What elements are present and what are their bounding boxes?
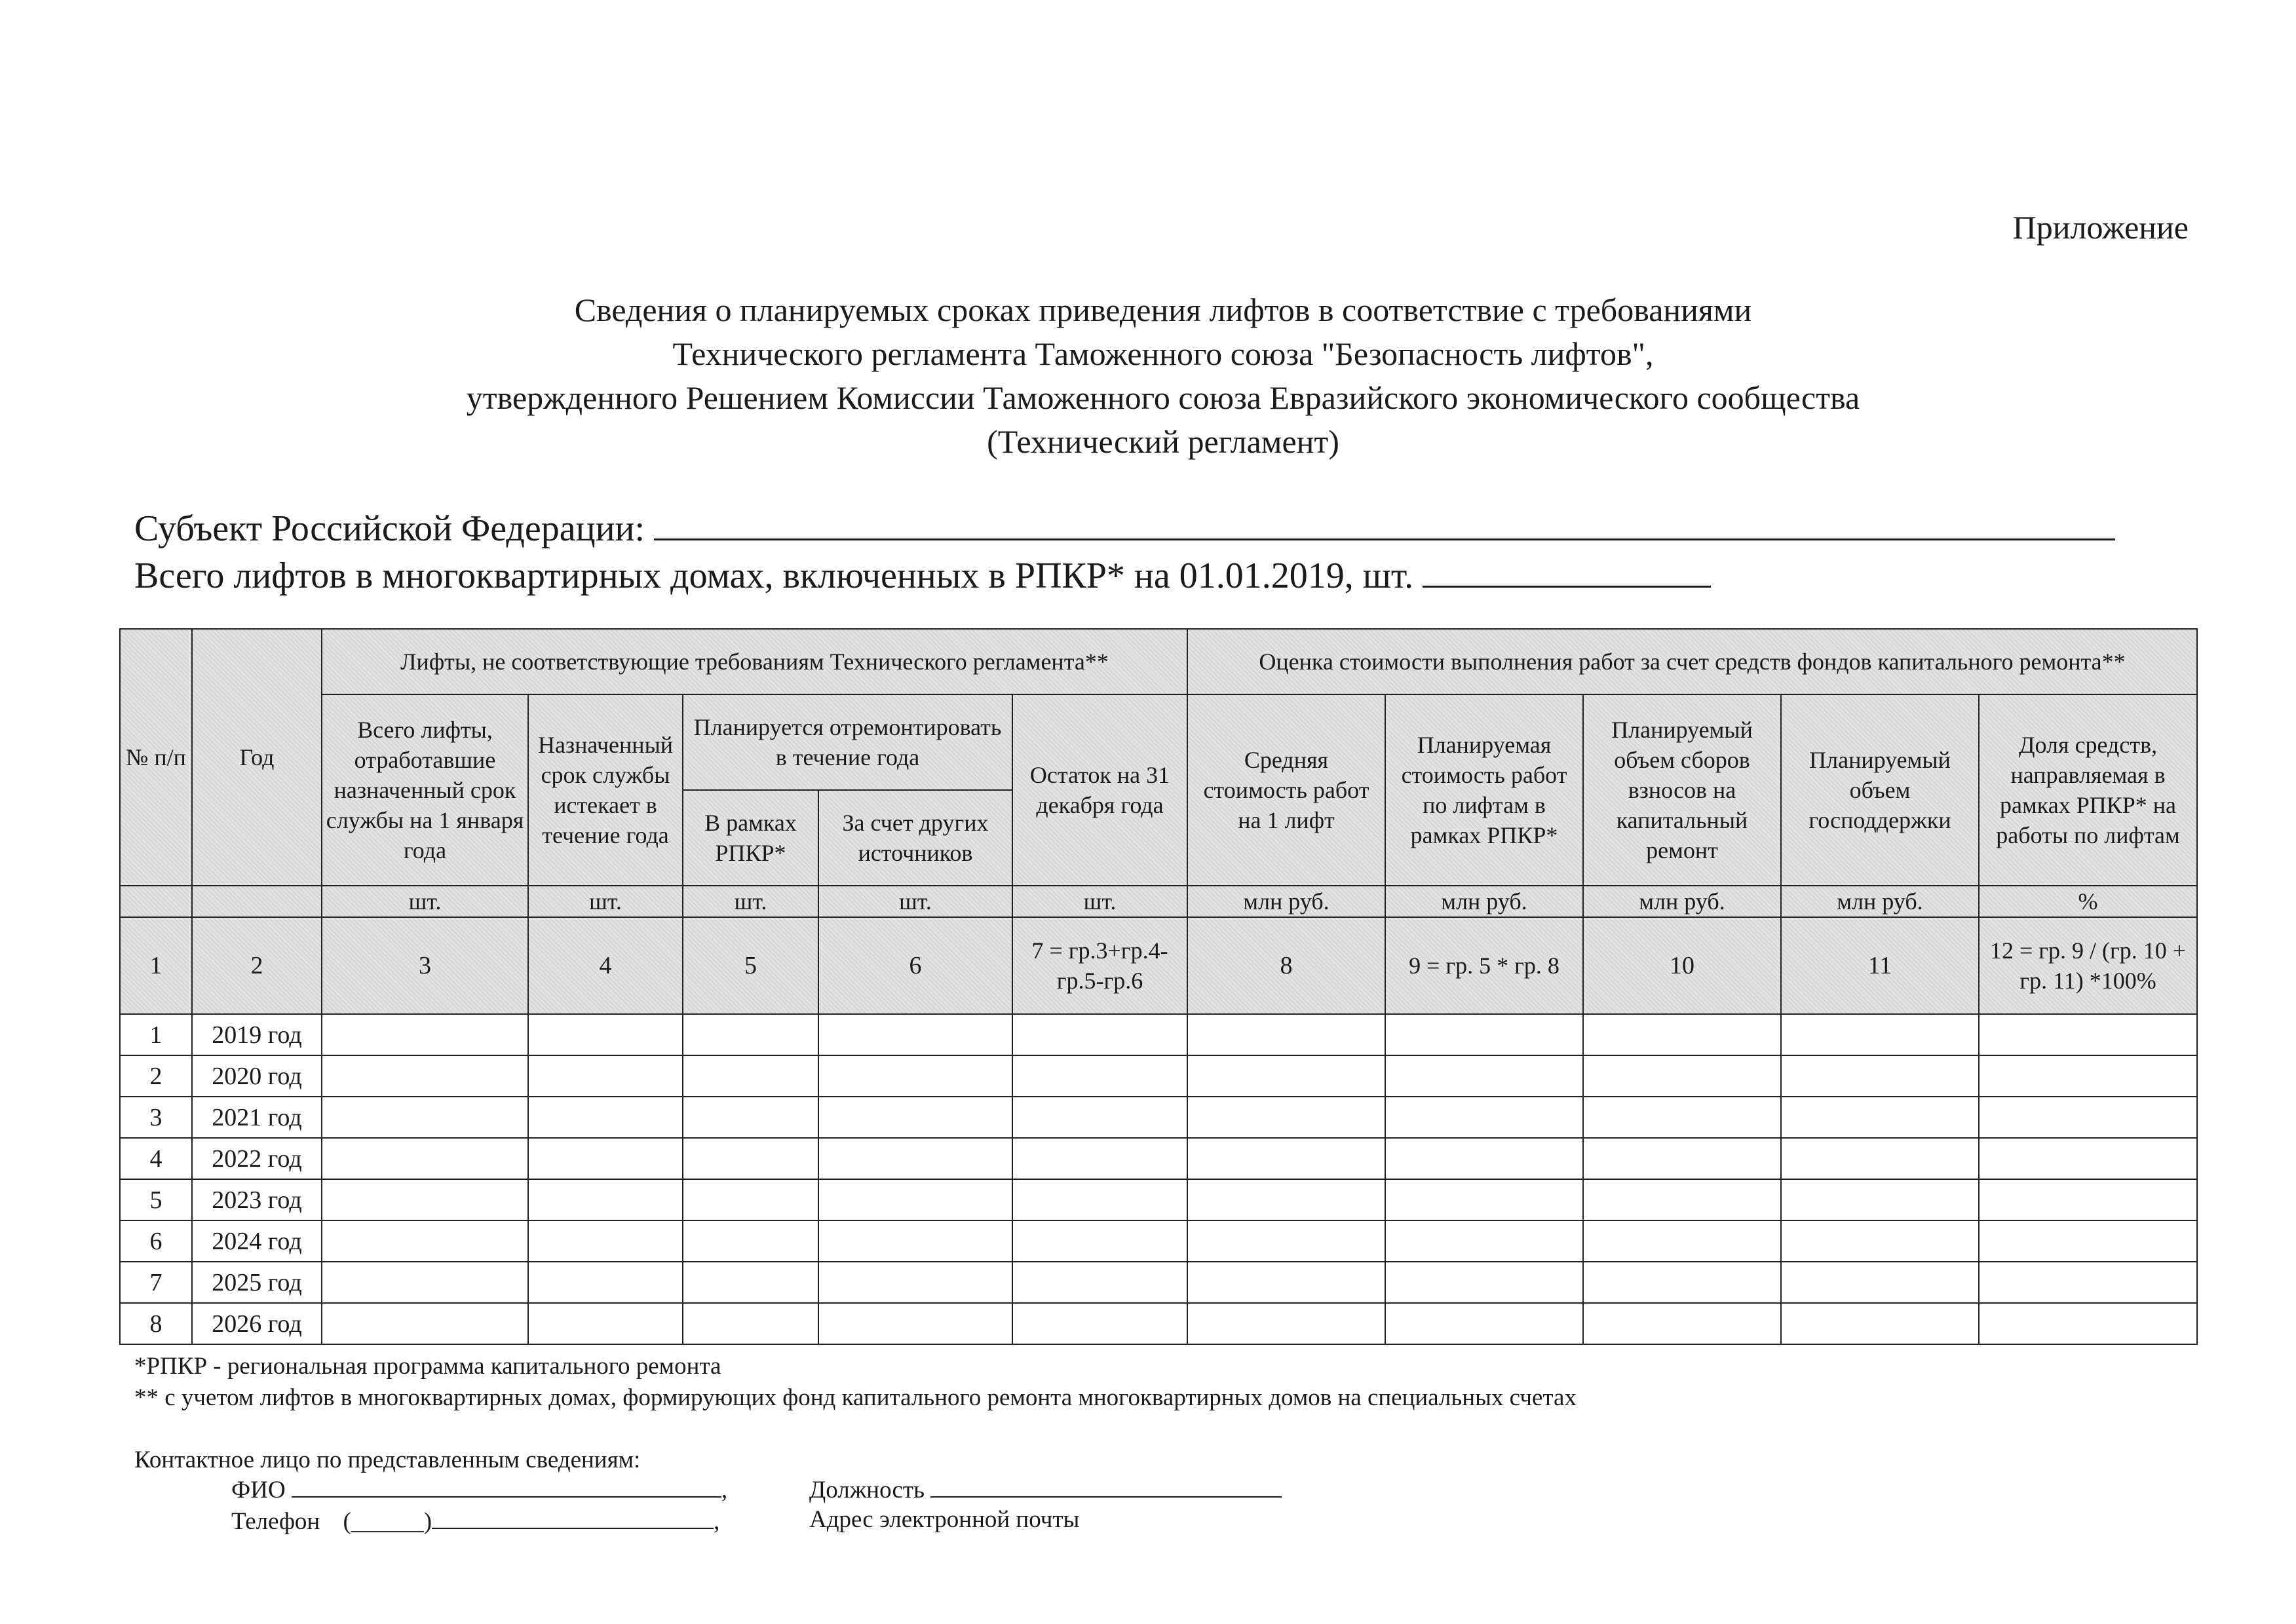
table-data-cell[interactable] — [322, 1262, 528, 1303]
title-line-3: утвержденного Решением Комиссии Таможенного союза Евразийского экономического сообщества — [466, 379, 1860, 416]
col-number-cell: 6 — [818, 917, 1012, 1014]
table-data-cell[interactable] — [1385, 1055, 1583, 1097]
table-data-cell[interactable] — [528, 1014, 683, 1055]
table-data-cell[interactable] — [322, 1097, 528, 1138]
table-data-cell[interactable] — [683, 1055, 818, 1097]
col-number-cell: 8 — [1187, 917, 1385, 1014]
table-data-cell[interactable] — [1012, 1303, 1187, 1344]
unit-cell: шт. — [818, 886, 1012, 917]
row-number-cell: 7 — [120, 1262, 192, 1303]
row-number-cell: 4 — [120, 1138, 192, 1179]
row-year-cell: 2024 год — [192, 1220, 322, 1262]
table-data-cell[interactable] — [322, 1220, 528, 1262]
table-data-cell[interactable] — [1012, 1179, 1187, 1220]
fio-label: ФИО — [231, 1477, 286, 1503]
table-data-cell[interactable] — [528, 1179, 683, 1220]
table-row — [120, 1055, 2197, 1097]
table-data-cell[interactable] — [683, 1179, 818, 1220]
table-data-cell[interactable] — [322, 1014, 528, 1055]
table-data-cell[interactable] — [1012, 1097, 1187, 1138]
unit-cell — [120, 886, 192, 917]
row-number-cell: 1 — [120, 1014, 192, 1055]
row-year-cell: 2026 год — [192, 1303, 322, 1344]
table-data-cell[interactable] — [818, 1138, 1012, 1179]
table-data-cell[interactable] — [1385, 1097, 1583, 1138]
table-data-cell[interactable] — [1583, 1262, 1781, 1303]
table-data-cell[interactable] — [1385, 1303, 1583, 1344]
footnote-rpkr: *РПКР - региональная программа капитального ремонта — [134, 1353, 721, 1380]
table-data-cell[interactable] — [1187, 1303, 1385, 1344]
col9-header: Планируемая стоимость работ по лифтам в рамках РПКР* — [1385, 694, 1583, 886]
subject-blank-field[interactable] — [654, 503, 2115, 540]
table-data-cell[interactable] — [528, 1303, 683, 1344]
table-data-cell[interactable] — [818, 1220, 1012, 1262]
row-number-cell: 6 — [120, 1220, 192, 1262]
table-data-cell[interactable] — [1583, 1097, 1781, 1138]
table-data-cell[interactable] — [818, 1303, 1012, 1344]
footnotes — [134, 1351, 1577, 1414]
table-data-cell[interactable] — [322, 1055, 528, 1097]
col7-header: Остаток на 31 декабря года — [1012, 694, 1187, 886]
table-data-cell[interactable] — [1012, 1220, 1187, 1262]
row-year-cell: 2022 год — [192, 1138, 322, 1179]
table-data-cell[interactable] — [528, 1097, 683, 1138]
table-data-cell[interactable] — [1979, 1014, 2197, 1055]
table-data-cell[interactable] — [1583, 1055, 1781, 1097]
table-data-cell[interactable] — [1583, 1014, 1781, 1055]
title-line-2: Технического регламента Таможенного союза "Безопасность лифтов", — [672, 335, 1654, 372]
position-label: Должность — [809, 1477, 925, 1503]
table-data-cell[interactable] — [1385, 1138, 1583, 1179]
group-lifts-header: Лифты, не соответствующие требованиям Технического регламента** — [322, 629, 1187, 694]
table-data-cell[interactable] — [1781, 1055, 1979, 1097]
table-data-cell[interactable] — [1385, 1014, 1583, 1055]
table-row — [120, 1097, 2197, 1138]
email-field-row — [809, 1505, 1079, 1534]
table-data-cell[interactable] — [1583, 1138, 1781, 1179]
col4-header: Назначенный срок службы истекает в течение года — [528, 694, 683, 886]
row-year-cell: 2021 год — [192, 1097, 322, 1138]
col-year-header: Год — [192, 629, 322, 886]
table-data-cell[interactable] — [818, 1097, 1012, 1138]
table-data-cell[interactable] — [1012, 1262, 1187, 1303]
table-data-cell[interactable] — [322, 1303, 528, 1344]
table-row — [120, 1262, 2197, 1303]
table-data-cell[interactable] — [1781, 1138, 1979, 1179]
table-data-cell[interactable] — [683, 1138, 818, 1179]
table-data-cell[interactable] — [528, 1055, 683, 1097]
unit-cell: шт. — [683, 886, 818, 917]
table-data-cell[interactable] — [1583, 1303, 1781, 1344]
fio-field-row: ФИО , — [231, 1474, 727, 1504]
col-number-cell: 9 = гр. 5 * гр. 8 — [1385, 917, 1583, 1014]
unit-cell: млн руб. — [1583, 886, 1781, 917]
unit-cell: млн руб. — [1187, 886, 1385, 917]
table-data-cell[interactable] — [1187, 1055, 1385, 1097]
subject-line — [134, 503, 2115, 550]
lifts-table — [119, 628, 2198, 1345]
table-data-cell[interactable] — [1979, 1262, 2197, 1303]
table-data-cell[interactable] — [1187, 1097, 1385, 1138]
column-numbers-row — [120, 917, 2197, 1014]
group-cost-header: Оценка стоимости выполнения работ за счет средств фондов капитального ремонта** — [1187, 629, 2197, 694]
total-lifts-label: Всего лифтов в многоквартирных домах, включенных в РПКР* на 01.01.2019, шт. — [134, 556, 1414, 596]
col-number-cell: 12 = гр. 9 / (гр. 10 + гр. 11) *100% — [1979, 917, 2197, 1014]
units-row — [120, 886, 2197, 917]
title-line-4: (Технический регламент) — [987, 423, 1339, 460]
table-data-cell[interactable] — [1385, 1262, 1583, 1303]
table-data-cell[interactable] — [1187, 1220, 1385, 1262]
table-data-cell[interactable] — [528, 1138, 683, 1179]
col-number-cell: 10 — [1583, 917, 1781, 1014]
table-data-cell[interactable] — [683, 1014, 818, 1055]
planned-header: Планируется отремонтировать в течение года — [683, 694, 1012, 790]
total-lifts-blank-field[interactable] — [1423, 550, 1711, 588]
table-data-cell[interactable] — [1187, 1179, 1385, 1220]
unit-cell: шт. — [528, 886, 683, 917]
table-data-cell[interactable] — [683, 1262, 818, 1303]
table-row — [120, 1179, 2197, 1220]
table-data-cell[interactable] — [1979, 1097, 2197, 1138]
table-data-cell[interactable] — [1583, 1179, 1781, 1220]
fio-input[interactable] — [292, 1474, 721, 1498]
row-number-cell: 2 — [120, 1055, 192, 1097]
table-data-cell[interactable] — [528, 1262, 683, 1303]
document-title — [197, 288, 2130, 464]
unit-cell: млн руб. — [1385, 886, 1583, 917]
phone-code-blank[interactable]: (______) — [343, 1508, 432, 1535]
row-number-cell: 3 — [120, 1097, 192, 1138]
table-data-cell[interactable] — [1979, 1055, 2197, 1097]
col5-header: В рамках РПКР* — [683, 790, 818, 886]
col-number-cell: 3 — [322, 917, 528, 1014]
table-data-cell[interactable] — [322, 1179, 528, 1220]
row-year-cell: 2023 год — [192, 1179, 322, 1220]
col8-header: Средняя стоимость работ на 1 лифт — [1187, 694, 1385, 886]
row-number-cell: 5 — [120, 1179, 192, 1220]
table-data-cell[interactable] — [818, 1179, 1012, 1220]
table-data-cell[interactable] — [1781, 1179, 1979, 1220]
position-input[interactable] — [930, 1474, 1282, 1498]
email-label: Адрес электронной почты — [809, 1506, 1080, 1533]
table-data-cell[interactable] — [1385, 1179, 1583, 1220]
table-data-cell[interactable] — [1012, 1055, 1187, 1097]
total-lifts-line — [134, 550, 1711, 597]
unit-cell: % — [1979, 886, 2197, 917]
table-data-cell[interactable] — [1979, 1179, 2197, 1220]
table-data-cell[interactable] — [528, 1220, 683, 1262]
table-data-cell[interactable] — [1583, 1220, 1781, 1262]
appendix-label: Приложение — [2012, 209, 2189, 246]
title-line-1: Сведения о планируемых сроках приведения лифтов в соответствие с требованиями — [574, 292, 1752, 328]
table-data-cell[interactable] — [818, 1262, 1012, 1303]
col-number-cell: 1 — [120, 917, 192, 1014]
col-no-header: № п/п — [120, 629, 192, 886]
row-year-cell: 2020 год — [192, 1055, 322, 1097]
phone-field-row: Телефон (______) , — [231, 1505, 719, 1536]
col-number-cell: 11 — [1781, 917, 1979, 1014]
col6-header: За счет других источников — [818, 790, 1012, 886]
unit-cell: шт. — [1012, 886, 1187, 917]
table-data-cell[interactable] — [1781, 1303, 1979, 1344]
col3-header: Всего лифты, отработавшие назначенный срок службы на 1 января года — [322, 694, 528, 886]
col-number-cell: 7 = гр.3+гр.4-гр.5-гр.6 — [1012, 917, 1187, 1014]
table-data-cell[interactable] — [1187, 1014, 1385, 1055]
table-data-cell[interactable] — [322, 1138, 528, 1179]
table-row — [120, 1220, 2197, 1262]
col-number-cell: 4 — [528, 917, 683, 1014]
table-data-cell[interactable] — [1781, 1262, 1979, 1303]
table-data-cell[interactable] — [683, 1097, 818, 1138]
contact-heading: Контактное лицо по представленным сведениям: — [134, 1446, 641, 1473]
table-data-cell[interactable] — [1385, 1220, 1583, 1262]
unit-cell: шт. — [322, 886, 528, 917]
table-data-cell[interactable] — [818, 1055, 1012, 1097]
col10-header: Планируемый объем сборов взносов на капитальный ремонт — [1583, 694, 1781, 886]
table-data-cell[interactable] — [818, 1014, 1012, 1055]
table-data-cell[interactable] — [1979, 1220, 2197, 1262]
table-data-cell[interactable] — [1187, 1138, 1385, 1179]
footnote-special-accounts: ** с учетом лифтов в многоквартирных домах, формирующих фонд капитального ремонта многоквартирных домов на специальных счетах — [134, 1384, 1577, 1411]
table-row — [120, 1138, 2197, 1179]
row-year-cell: 2019 год — [192, 1014, 322, 1055]
row-year-cell: 2025 год — [192, 1262, 322, 1303]
row-number-cell: 8 — [120, 1303, 192, 1344]
col-number-cell: 5 — [683, 917, 818, 1014]
col11-header: Планируемый объем господдержки — [1781, 694, 1979, 886]
table-data-cell[interactable] — [1781, 1014, 1979, 1055]
table-row — [120, 1303, 2197, 1344]
table-data-cell[interactable] — [1012, 1014, 1187, 1055]
subject-label: Субъект Российской Федерации: — [134, 508, 645, 549]
phone-input[interactable] — [432, 1505, 714, 1529]
phone-label: Телефон — [231, 1508, 320, 1535]
col12-header: Доля средств, направляемая в рамках РПКР* на работы по лифтам — [1979, 694, 2197, 886]
table-data-cell[interactable] — [683, 1220, 818, 1262]
table-row — [120, 1014, 2197, 1055]
unit-cell — [192, 886, 322, 917]
table-data-cell[interactable] — [1781, 1097, 1979, 1138]
table-data-cell[interactable] — [1979, 1303, 2197, 1344]
table-data-cell[interactable] — [1781, 1220, 1979, 1262]
table-data-cell[interactable] — [1187, 1262, 1385, 1303]
position-field-row — [809, 1474, 1282, 1504]
unit-cell: млн руб. — [1781, 886, 1979, 917]
col-number-cell: 2 — [192, 917, 322, 1014]
table-data-cell[interactable] — [1979, 1138, 2197, 1179]
table-data-cell[interactable] — [1012, 1138, 1187, 1179]
table-data-cell[interactable] — [683, 1303, 818, 1344]
